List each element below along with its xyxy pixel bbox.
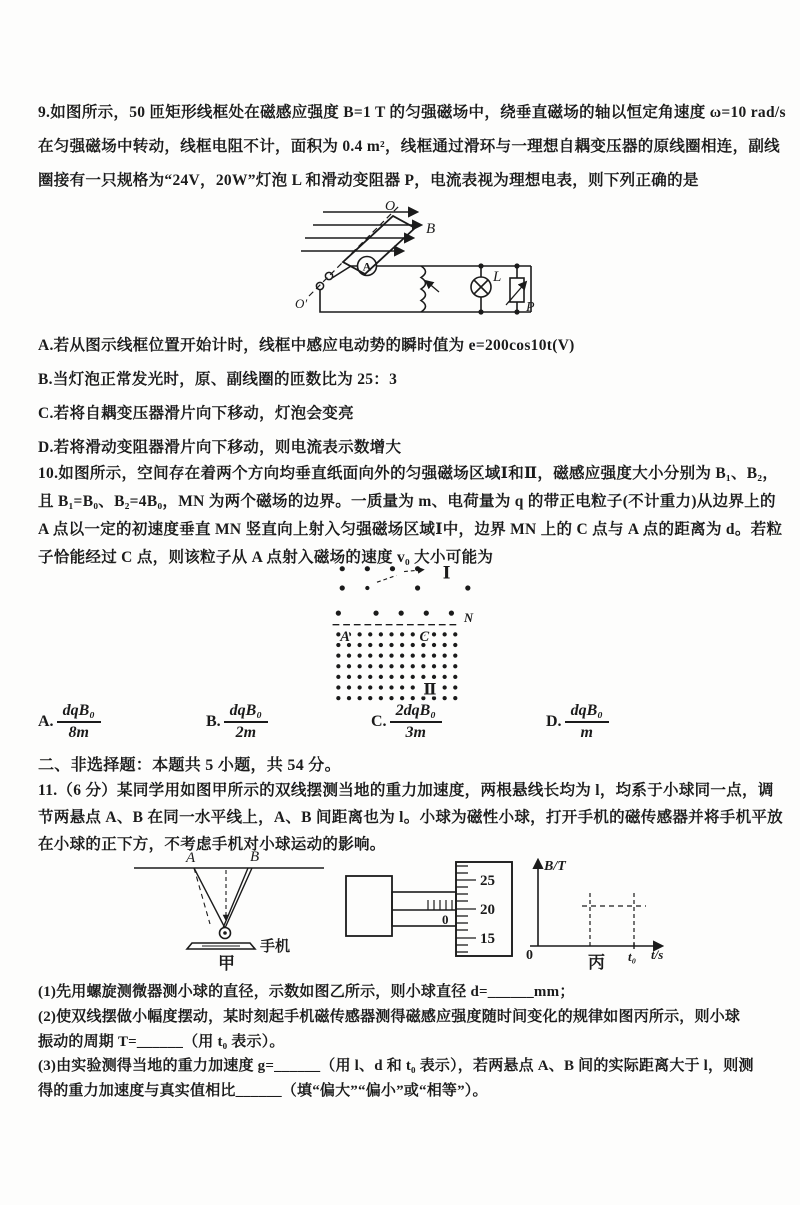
q9-option-b: B.当灯泡正常发光时，原、副线圈的匝数比为 25：3 [38, 371, 398, 388]
phone-label: 手机 [260, 939, 291, 955]
q9-line-1: 9.如图所示，50 匝矩形线框处在磁感应强度 B=1 T 的匀强磁场中，绕垂直磁场的轴以恒定角速度 ω=10 rad/s [38, 104, 786, 121]
q10-line-3: A 点以一定的初速度垂直 MN 竖直向上射入匀强磁场区域Ⅰ中，边界 MN 上的 C 点与 A 点的距离为 d。若粒 [38, 521, 783, 538]
q11-line-1: 11.（6 分）某同学用如图甲所示的双线摆测当地的重力加速度，两根悬线长均为 l，均系于小球同一点，调 [38, 782, 774, 799]
field-label-B: B [426, 221, 436, 237]
q11-line-2: 节两悬点 A、B 在同一水平线上，A、B 间距离也为 l。小球为磁性小球，打开手机的磁传感器并将手机平放 [38, 809, 783, 826]
main-scale-zero: 0 [442, 912, 449, 927]
axis-label-O-prime: O′ [295, 296, 308, 311]
q11-figure-jia [128, 846, 333, 972]
q9-circuit-figure [293, 200, 537, 324]
q9-option-d: D.若将滑动变阻器滑片向下移动，则电流表示数增大 [38, 439, 402, 456]
q10-line-2: 且 B₁=B₀、B₂=4B₀，MN 为两个磁场的边界。一质量为 m、电荷量为 q 的带正电粒子(不计重力)从边界上的 [38, 493, 776, 510]
lamp-label: L [493, 269, 502, 285]
q11-sub-2: (2)使双线摆做小幅度摆动，某时刻起手机磁传感器测得磁感应强度随时间变化的规律如图丙所示，则小球 [38, 1009, 741, 1025]
region-1-label: Ⅰ [442, 563, 451, 583]
option-label: A. [38, 713, 54, 731]
rheostat-label: P [526, 300, 535, 315]
q10-option-b [206, 702, 268, 743]
pendulum-diagram [128, 846, 333, 972]
option-label: B. [206, 713, 221, 731]
pendulum-strings [194, 868, 252, 928]
q10-option-a [38, 702, 101, 743]
fraction: $\frac{\text{dqB₀}}{2m}$ [224, 702, 268, 743]
y-axis-label: B/T [544, 859, 566, 874]
option-label: C. [371, 713, 387, 731]
thimble-15: 15 [480, 931, 495, 947]
circuit-diagram [293, 200, 537, 324]
origin-label: 0 [526, 948, 533, 963]
thimble-20: 20 [480, 902, 495, 918]
q11-line-3: 在小球的正下方，不考虑手机对小球运动的影响。 [38, 836, 386, 853]
region-2-dots [336, 632, 457, 700]
caption-bing: 丙 [588, 953, 605, 970]
b-t-graph [510, 846, 685, 970]
q9-option-c: C.若将自耦变压器滑片向下移动，灯泡会变亮 [38, 405, 354, 422]
phone-shape [187, 943, 255, 949]
q11-figure-yi [342, 850, 517, 968]
q10-option-d [546, 702, 609, 743]
ammeter-label: A [362, 259, 372, 274]
q9-option-a: A.若从图示线框位置开始计时，线框中感应电动势的瞬时值为 e=200cos10t(V) [38, 337, 575, 354]
suspension-point-B: B [250, 849, 260, 865]
region-2-label: Ⅱ [423, 681, 437, 699]
x-axis-label: t/s [651, 947, 664, 962]
q11-sub-1: (1)先用螺旋测微器测小球的直径，示数如图乙所示，则小球直径 d=______mm； [38, 984, 575, 1000]
q10-line-4: 子恰能经过 C 点，则该粒子从 A 点射入磁场的速度 v₀ 大小可能为 [38, 549, 494, 566]
fraction: $\frac{\text{2dqB₀}}{3m}$ [390, 702, 442, 743]
secondary-circuit [421, 264, 531, 314]
thimble-25: 25 [480, 873, 495, 889]
suspension-point-A: A [186, 850, 196, 866]
q9-line-3: 圈接有一只规格为“24V，20W”灯泡 L 和滑动变阻器 P，电流表视为理想电表，则下列正确的是 [38, 172, 699, 189]
point-A-label: A [340, 629, 350, 646]
q11-figure-bing [510, 846, 685, 970]
graph-dashed-lines [582, 892, 646, 946]
q11-sub-3: (3)由实验测得当地的重力加速度 g=______（用 l、d 和 t₀ 表示），若两悬点 A、B 间的实际距离大于 l，则测 [38, 1058, 754, 1074]
micrometer-diagram [342, 850, 517, 968]
t0-label: t₀ [628, 949, 637, 964]
q10-line-1: 10.如图所示，空间存在着两个方向均垂直纸面向外的匀强磁场区域Ⅰ和Ⅱ，磁感应强度大小分别为 B₁、B₂， [38, 465, 779, 482]
option-label: D. [546, 713, 562, 731]
q9-line-2: 在匀强磁场中转动，线框电阻不计，面积为 0.4 m²，线框通过滑环与一理想自耦变压器的原线圈相连，副线 [38, 138, 780, 155]
primary-circuit [320, 257, 439, 313]
boundary-label-N: N [463, 610, 474, 625]
section-2-header: 二、非选择题：本题共 5 小题，共 54 分。 [38, 757, 341, 774]
q11-sub-2-cont: 振动的周期 T=______（用 t₀ 表示）。 [38, 1034, 285, 1050]
fraction: $\frac{\text{dqB₀}}{m}$ [565, 702, 609, 743]
field-regions-diagram [330, 560, 482, 703]
point-C-label: C [419, 629, 430, 646]
fraction: $\frac{\text{dqB₀}}{8m}$ [57, 702, 101, 743]
trajectory-smudges [377, 570, 423, 583]
caption-jia: 甲 [218, 954, 235, 972]
axis-label-O: O [385, 200, 396, 214]
q10-options-row [38, 702, 762, 754]
ball-center [223, 931, 227, 935]
q10-option-c [371, 702, 442, 743]
q10-field-figure [330, 560, 482, 703]
q11-sub-3-cont: 得的重力加速度与真实值相比______（填“偏大”“偏小”或“相等”）。 [38, 1083, 488, 1099]
thimble-scale-ticks [456, 866, 476, 952]
